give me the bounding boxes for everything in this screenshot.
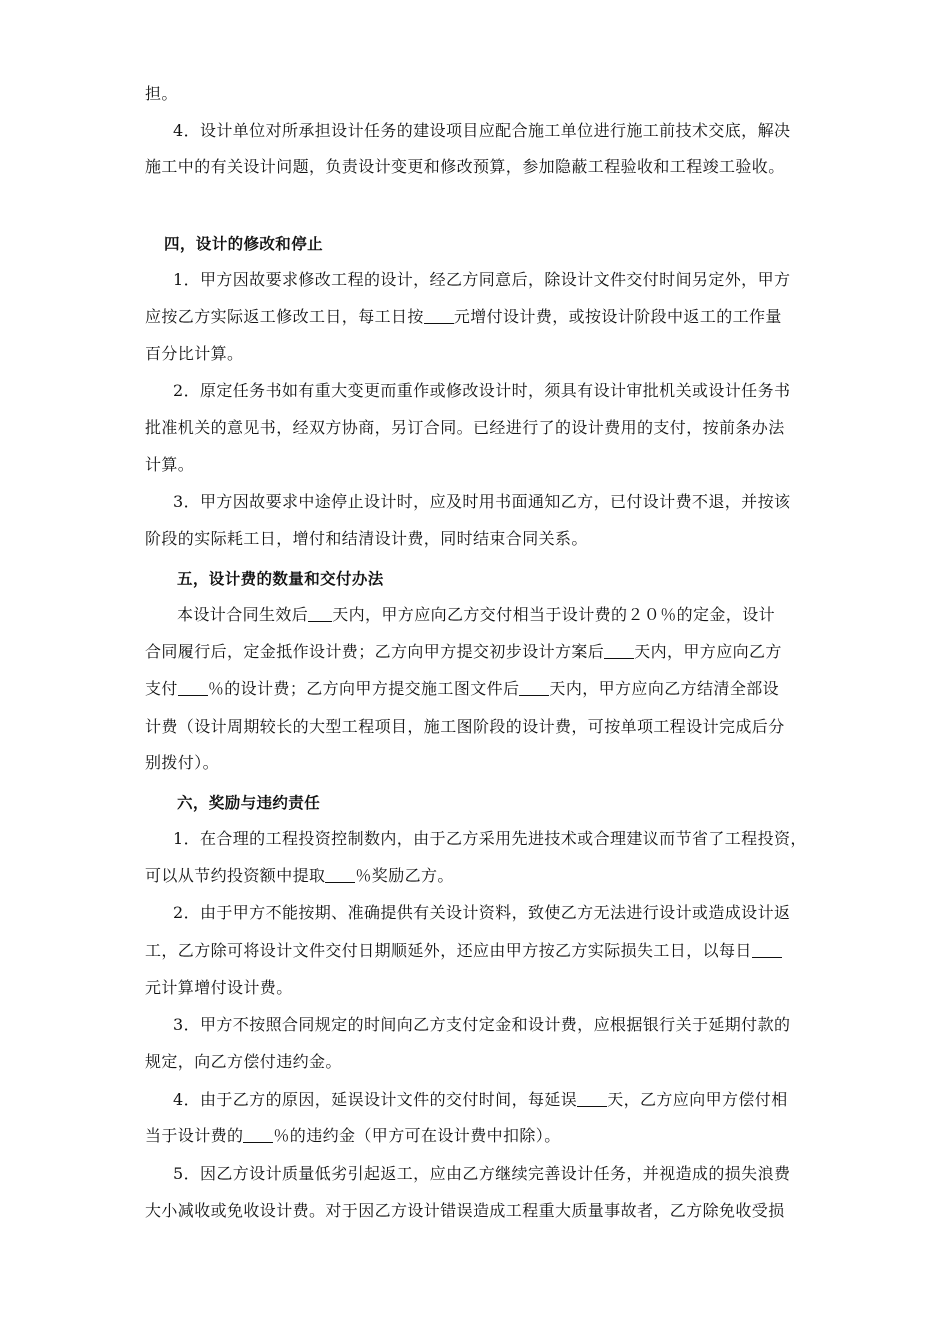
text-segment: ％奖励乙方。 xyxy=(355,866,454,885)
section-heading-5: 五，设计费的数量和交付办法 xyxy=(177,570,384,588)
fill-blank[interactable] xyxy=(178,679,208,696)
text-line: 大小减收或免收设计费。对于因乙方设计错误造成工程重大质量事故者，乙方除免收受损 xyxy=(145,1201,785,1220)
text-line xyxy=(177,604,857,626)
text-segment: ％的设计费；乙方向甲方提交施工图文件后 xyxy=(207,679,520,698)
text-line: 别拨付）。 xyxy=(145,753,220,772)
text-segment: 可以从节约投资额中提取 xyxy=(145,866,326,885)
fill-blank[interactable] xyxy=(243,1126,273,1143)
text-segment: 天内，甲方应向乙方 xyxy=(634,642,782,661)
text-line xyxy=(145,641,825,663)
fill-blank[interactable] xyxy=(752,941,782,958)
text-line xyxy=(145,1125,825,1147)
text-segment: 元增付设计费，或按设计阶段中返工的工作量 xyxy=(453,307,782,326)
text-line: 5．因乙方设计质量低劣引起返工，应由乙方继续完善设计任务，并视造成的损失浪费 xyxy=(173,1164,791,1183)
fill-blank[interactable] xyxy=(424,307,454,324)
text-line: 1．在合理的工程投资控制数内，由于乙方采用先进技术或合理建议而节省了工程投资， xyxy=(173,829,807,848)
text-segment: 合同履行后，定金抵作设计费；乙方向甲方提交初步设计方案后 xyxy=(145,642,605,661)
text-segment: 本设计合同生效后 xyxy=(177,605,309,624)
text-segment: ％的违约金（甲方可在设计费中扣除）。 xyxy=(273,1126,561,1145)
text-line xyxy=(145,940,825,962)
text-line: 3．甲方因故要求中途停止设计时，应及时用书面通知乙方，已付设计费不退，并按该 xyxy=(173,492,791,511)
section-heading-6: 六，奖励与违约责任 xyxy=(177,794,321,812)
text-line: 元计算增付设计费。 xyxy=(145,978,293,997)
text-line: 1．甲方因故要求修改工程的设计，经乙方同意后，除设计文件交付时间另定外，甲方 xyxy=(173,270,791,289)
text-line: 2．由于甲方不能按期、准确提供有关设计资料，致使乙方无法进行设计或造成设计返 xyxy=(173,903,791,922)
text-line: 计费（设计周期较长的大型工程项目，施工图阶段的设计费，可按单项工程设计完成后分 xyxy=(145,717,785,736)
text-segment: 4．由于乙方的原因，延误设计文件的交付时间，每延误 xyxy=(173,1090,578,1109)
text-line: 3．甲方不按照合同规定的时间向乙方支付定金和设计费，应根据银行关于延期付款的 xyxy=(173,1015,791,1034)
fill-blank[interactable] xyxy=(325,866,355,883)
text-line: 规定，向乙方偿付违约金。 xyxy=(145,1052,342,1071)
text-line: 阶段的实际耗工日，增付和结清设计费，同时结束合同关系。 xyxy=(145,529,588,548)
text-segment: 支付 xyxy=(145,679,178,698)
text-line: 4．设计单位对所承担设计任务的建设项目应配合施工单位进行施工前技术交底，解决 xyxy=(173,121,791,140)
text-line: 百分比计算。 xyxy=(145,344,244,363)
text-segment: 工，乙方除可将设计文件交付日期顺延外，还应由甲方按乙方实际损失工日，以每日 xyxy=(145,941,752,960)
text-line: 2．原定任务书如有重大变更而重作或修改设计时，须具有设计审批机关或设计任务书 xyxy=(173,381,791,400)
fill-blank[interactable] xyxy=(604,642,634,659)
fill-blank[interactable] xyxy=(577,1090,607,1107)
text-segment: 天，乙方应向甲方偿付相 xyxy=(607,1090,788,1109)
text-line xyxy=(145,306,825,328)
fill-blank[interactable] xyxy=(519,679,549,696)
fill-blank[interactable] xyxy=(308,605,332,622)
text-segment: 当于设计费的 xyxy=(145,1126,244,1145)
text-line: 计算。 xyxy=(145,455,195,474)
text-line xyxy=(145,865,825,887)
text-line: 批准机关的意见书，经双方协商，另订合同。已经进行了的设计费用的支付，按前条办法 xyxy=(145,418,785,437)
text-segment: 天内，甲方应向乙方结清全部设 xyxy=(549,679,780,698)
text-segment: 天内，甲方应向乙方交付相当于设计费的２０％的定金，设计 xyxy=(332,605,776,624)
section-heading-4: 四，设计的修改和停止 xyxy=(164,235,324,253)
text-line xyxy=(173,1089,853,1111)
text-line: 担。 xyxy=(145,84,178,103)
text-line xyxy=(145,678,825,700)
text-line: 施工中的有关设计问题，负责设计变更和修改预算，参加隐蔽工程验收和工程竣工验收。 xyxy=(145,157,785,176)
text-segment: 应按乙方实际返工修改工日，每工日按 xyxy=(145,307,424,326)
